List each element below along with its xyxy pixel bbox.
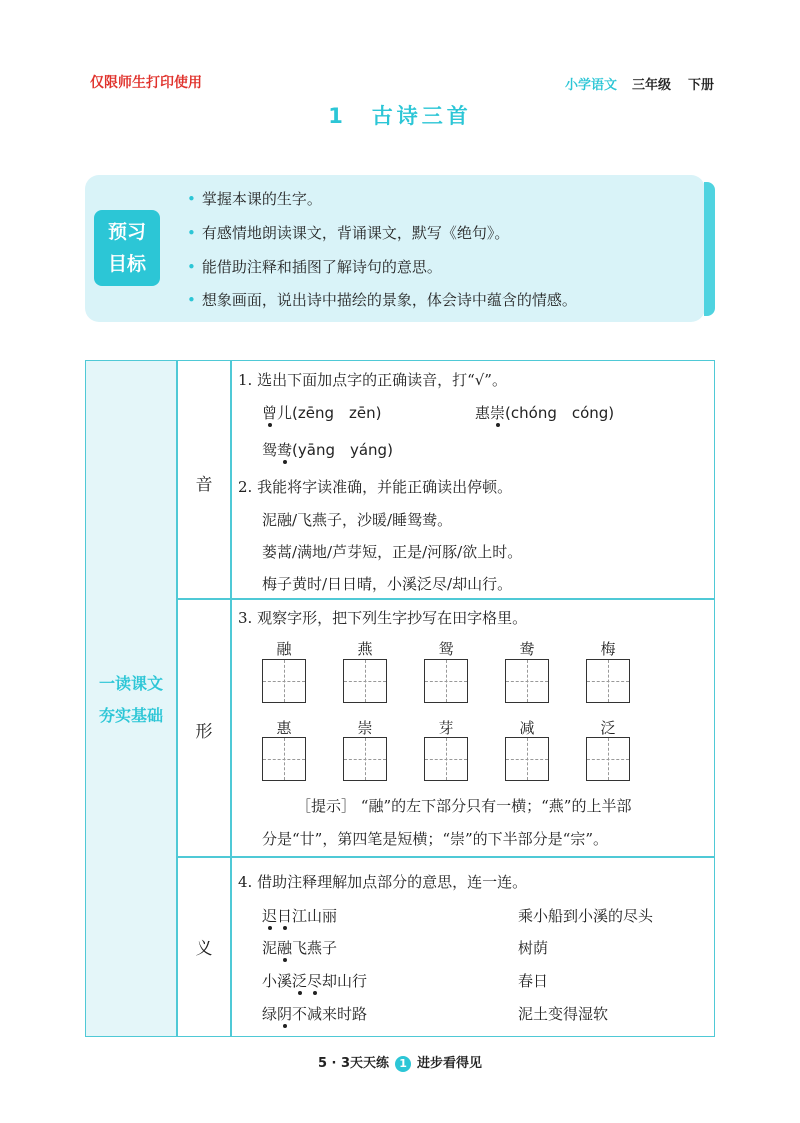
tianzige-char: 芽: [438, 719, 454, 737]
category-meaning: 义: [195, 939, 213, 959]
hint-text-continued: 分是“廿”，第四笔是短横；“崇”的下半部分是“宗”。: [262, 830, 609, 848]
category-sound: 音: [195, 475, 213, 495]
tianzige-char: 崇: [357, 719, 373, 737]
page-footer: [0, 1052, 800, 1072]
tianzige-char: 减: [519, 719, 535, 737]
tianzige-char: 惠: [276, 719, 292, 737]
match-right-item[interactable]: 乘小船到小溪的尽头: [518, 907, 654, 925]
match-left-item[interactable]: 绿阴不减来时路: [262, 1005, 368, 1023]
tianzige-box[interactable]: [343, 737, 387, 781]
tianzige-char: 融: [276, 640, 292, 658]
subject-label: 小学语文: [565, 78, 618, 93]
bullet-icon: •: [187, 291, 196, 309]
tianzige-box[interactable]: [586, 737, 630, 781]
bullet-icon: •: [187, 190, 196, 208]
category-shape: 形: [195, 722, 213, 742]
question-4: 4. 借助注释理解加点部分的意思，连一连。: [238, 873, 528, 891]
tianzige-box[interactable]: [505, 737, 549, 781]
tianzige-char: 燕: [357, 640, 373, 658]
tianzige-box[interactable]: [505, 659, 549, 703]
term-label: 下册: [688, 78, 715, 93]
match-left-item[interactable]: 迟日江山丽: [262, 907, 338, 925]
tianzige-box[interactable]: [343, 659, 387, 703]
pronunciation-choice[interactable]: 鸳鸯(yāng yáng): [262, 441, 393, 459]
tianzige-char: 鸯: [519, 640, 535, 658]
table-divider: [176, 856, 715, 858]
tianzige-box[interactable]: [424, 737, 468, 781]
tianzige-box[interactable]: [586, 659, 630, 703]
tianzige-char: 梅: [600, 640, 616, 658]
question-1: 1. 选出下面加点字的正确读音，打“√”。: [238, 371, 507, 389]
question-2: 2. 我能将字读准确，并能正确读出停顿。: [238, 478, 513, 496]
hint-text: ［提示］ “融”的左下部分只有一横；“燕”的上半部: [296, 797, 632, 815]
goal-item: • 有感情地朗读课文，背诵课文，默写《绝句》。: [187, 224, 510, 242]
tianzige-box[interactable]: [424, 659, 468, 703]
goal-item: • 能借助注释和插图了解诗句的意思。: [187, 258, 442, 276]
poem-line: 泥融/飞燕子，沙暖/睡鸳鸯。: [262, 511, 453, 529]
match-left-item[interactable]: 小溪泛尽却山行: [262, 972, 368, 990]
bullet-icon: •: [187, 224, 196, 242]
goal-item: • 想象画面，说出诗中描绘的景象，体会诗中蕴含的情感。: [187, 291, 577, 309]
goals-accent-bar: [704, 182, 715, 316]
table-divider: [176, 598, 715, 600]
footer-brand: 5 · 3天天练: [317, 1056, 390, 1071]
poem-line: 梅子黄时/日日晴，小溪泛尽/却山行。: [262, 575, 513, 593]
footer-slogan: 进步看得见: [417, 1056, 483, 1071]
match-right-item[interactable]: 树荫: [518, 939, 549, 957]
match-right-item[interactable]: 春日: [518, 972, 549, 990]
tianzige-char: 鸳: [438, 640, 454, 658]
lesson-title: 1 古诗三首: [328, 104, 472, 128]
tianzige-char: 泛: [600, 719, 616, 737]
grade-label: 三年级: [632, 78, 672, 93]
match-right-item[interactable]: 泥土变得湿软: [518, 1005, 609, 1023]
goals-label-line1: 预习: [107, 221, 146, 243]
pronunciation-choice[interactable]: 曾儿(zēng zēn): [262, 404, 382, 422]
question-3: 3. 观察字形，把下列生字抄写在田字格里。: [238, 609, 528, 627]
bullet-icon: •: [187, 258, 196, 276]
hint-label: ［提示］: [296, 797, 357, 815]
poem-line: 蒌蒿/满地/芦芽短，正是/河豚/欲上时。: [262, 543, 523, 561]
page-number-badge: 1: [395, 1056, 411, 1072]
tianzige-box[interactable]: [262, 737, 306, 781]
goals-label-line2: 目标: [107, 253, 146, 275]
goal-item: • 掌握本课的生字。: [187, 190, 322, 208]
preview-goals-badge: [94, 210, 160, 286]
print-restriction-label: 仅限师生打印使用: [90, 75, 202, 91]
pronunciation-choice[interactable]: 惠崇(chóng cóng): [475, 404, 615, 422]
match-left-item[interactable]: 泥融飞燕子: [262, 939, 338, 957]
tianzige-box[interactable]: [262, 659, 306, 703]
section-label: 一读课文 夯实基础: [98, 674, 163, 725]
